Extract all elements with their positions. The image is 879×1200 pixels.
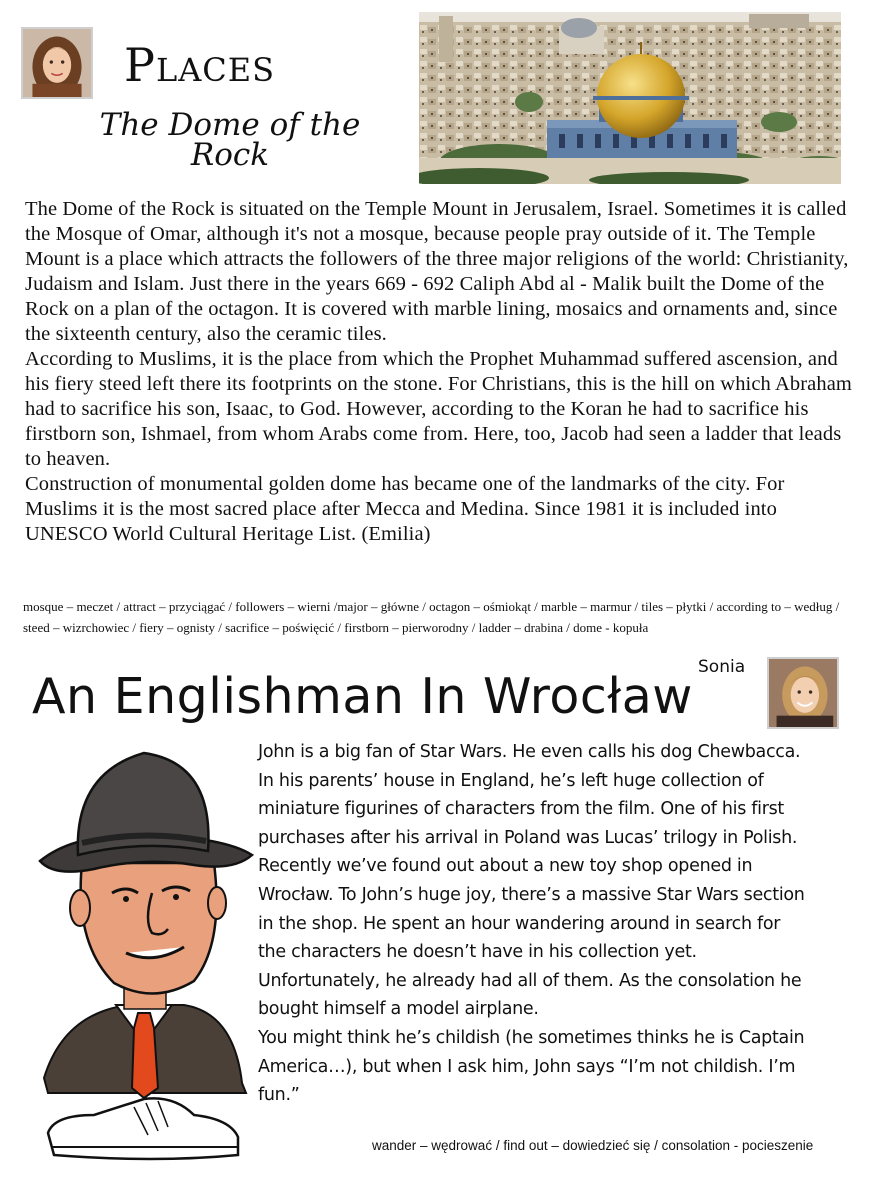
- author-name: Sonia: [698, 657, 746, 677]
- article-paragraph: Recently we’ve found out about a new toy shop opened in Wrocław. To John’s huge joy, there’s a massive Star Wars section in the shop. He spent an hour wandering around in search for the characters he doesn’t have in his collection yet. Unfortunately, he already had all of them. As the consolation he bought himself a model airplane.: [258, 856, 805, 1020]
- girl-portrait-image: [23, 29, 91, 97]
- author-photo-sonia: [767, 657, 839, 729]
- article-title: [85, 107, 375, 173]
- author-photo-emilia: [21, 27, 93, 99]
- section-title: Places: [124, 38, 276, 92]
- article2-title: An Englishman In Wrocław: [32, 668, 693, 725]
- vocabulary-list: mosque – meczet / attract – przyciągać / followers – wierni /major – główne / octagon – ośmiokąt / marble – marmur / tiles – płytki / according to – według / steed – wizrchowiec / fiery – ognisty / sacrifice – poświęcić / firstborn – pierworodny / ladder – drabina / dome - kopuła: [23, 599, 840, 635]
- article-paragraph: John is a big fan of Star Wars. He even calls his dog Chewbacca. In his parents’ house in England, he’s left huge collection of miniature figurines of characters from the film. One of his first purchases after his arrival in Poland was Lucas’ trilogy in Polish.: [258, 742, 801, 848]
- article2-body: [258, 738, 806, 1110]
- article-paragraph: According to Muslims, it is the place from which the Prophet Muhammad suffered ascension, and his fiery steed left there its footprints on the stone. For Christians, this is the hill on which Abraham had to sacrifice his son, Isaac, to God. However, according to the Koran he had to sacrifice his firstborn son, Ishmael, from whom Arabs come from. Here, too, Jacob had seen a ladder that leads to heaven.: [25, 348, 852, 470]
- vocabulary-list: wander – wędrować / find out – dowiedzieć się / consolation - pocieszenie: [372, 1138, 814, 1153]
- article-paragraph: You might think he’s childish (he sometimes thinks he is Captain America…), but when I ask him, John says “I’m not childish. I’m fun.”: [258, 1027, 805, 1106]
- article-title-line2: Rock: [190, 137, 270, 173]
- article-title-line1: The Dome of the: [99, 107, 361, 143]
- article-body: [25, 197, 853, 547]
- girl-portrait-image: [769, 659, 837, 727]
- article-paragraph: The Dome of the Rock is situated on the Temple Mount in Jerusalem, Israel. Sometimes it is called the Mosque of Omar, although it's not a mosque, because people pray outside of it. The Temple Mount is a place which attracts the followers of the three major religions of the world: Christianity, Judaism and Islam. Just there in the years 669 - 692 Caliph Abd al - Malik built the Dome of the Rock on a plan of the octagon. It is covered with marble lining, mosaics and ornaments and, since the sixteenth century, also the ceramic tiles.: [25, 198, 849, 345]
- article-paragraph: Construction of monumental golden dome has became one of the landmarks of the city. For Muslims it is the most sacred place after Mecca and Medina. Since 1981 it is included into UNESCO World Cultural Heritage List. (Emilia): [25, 473, 785, 545]
- englishman-caricature-drawing: [34, 743, 254, 1175]
- dome-of-the-rock-photo: [419, 12, 841, 184]
